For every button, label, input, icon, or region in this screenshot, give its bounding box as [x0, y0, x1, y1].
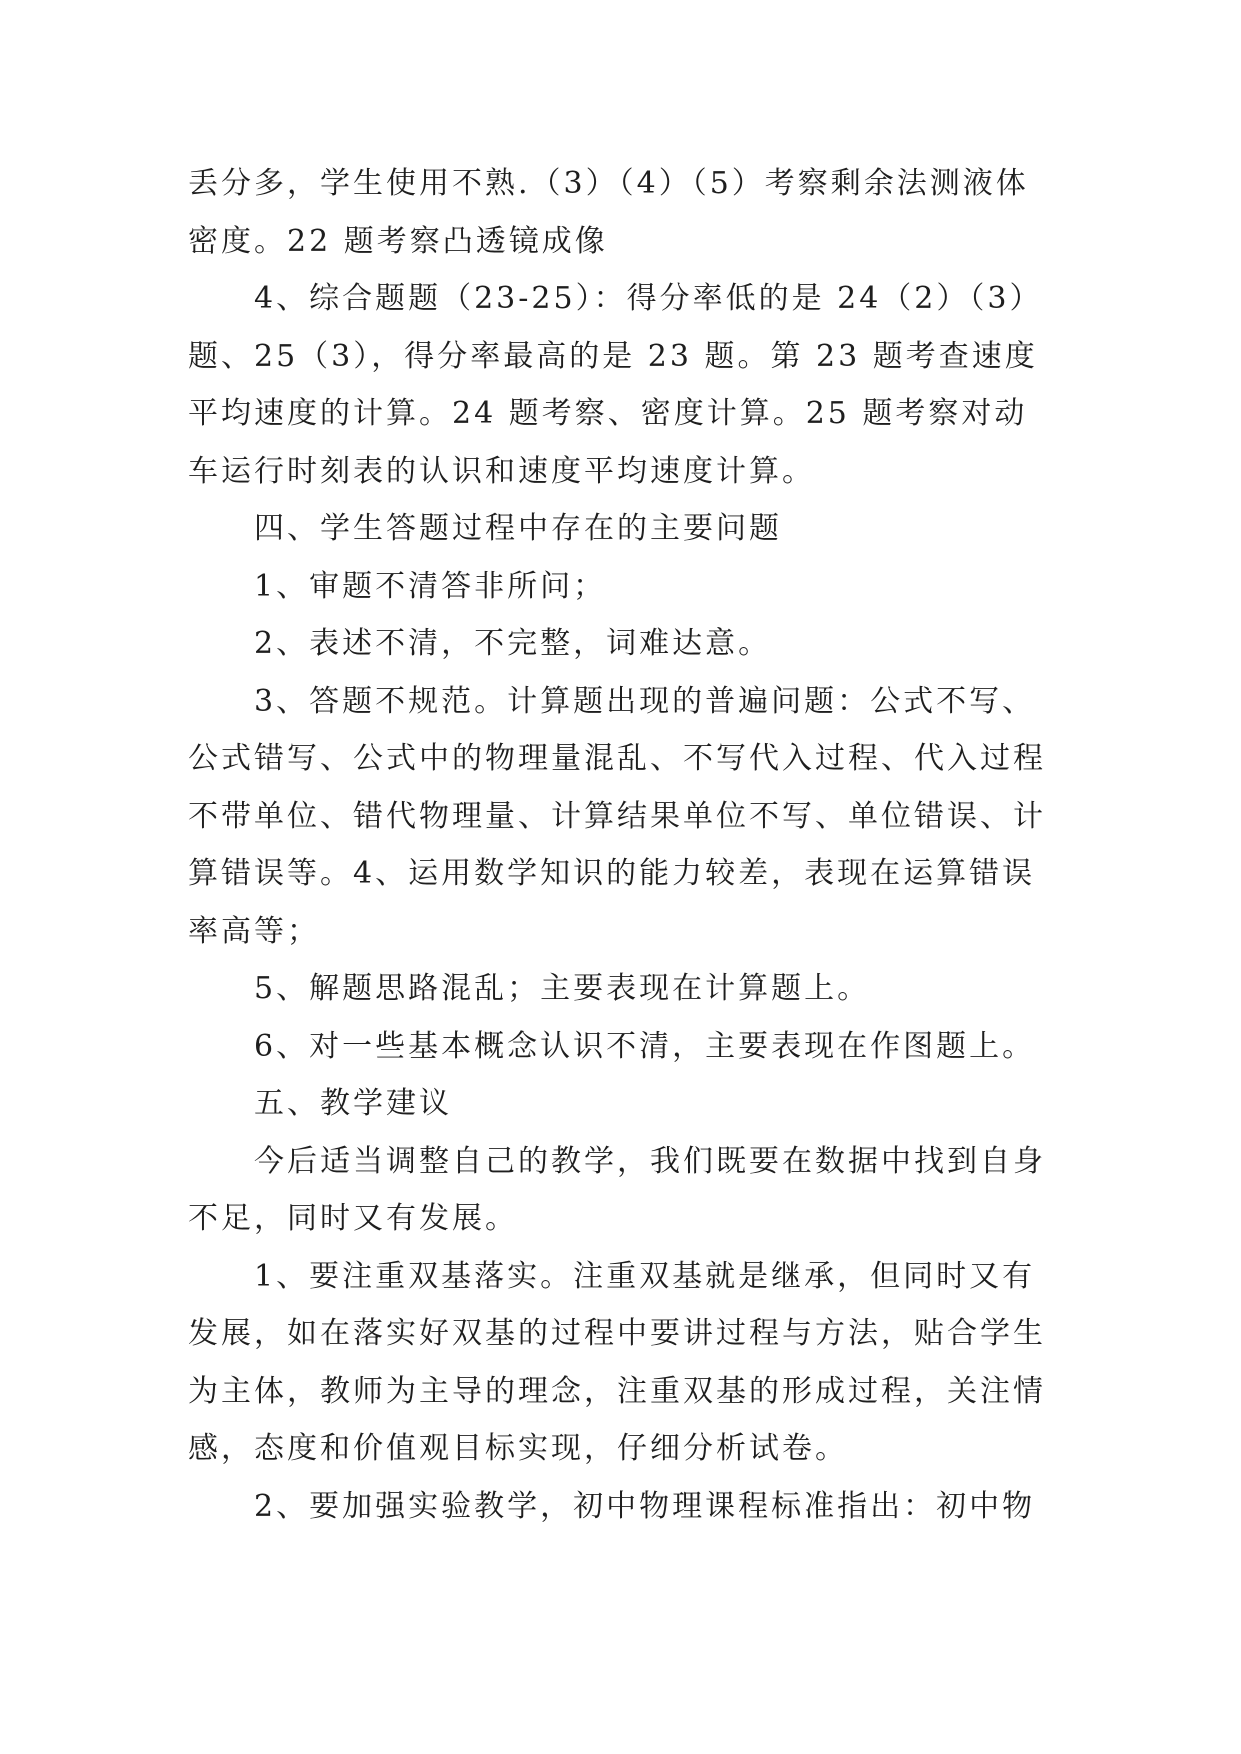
list-item: 3、答题不规范。计算题出现的普遍问题：公式不写、公式错写、公式中的物理量混乱、不写代入过程、代入过程不带单位、错代物理量、计算结果单位不写、单位错误、计算错误等。4、运用数学知识的能力较差，表现在运算错误率高等； — [188, 683, 1046, 949]
paragraph: 4、综合题题（23-25）：得分率低的是 24（2）（3）题、25（3），得分率最高的是 23 题。第 23 题考查速度平均速度的计算。24 题考察、密度计算。25 题考察对动车运行时刻表的认识和速度平均速度计算。 — [188, 281, 1043, 489]
paragraph: 丢分多，学生使用不熟.（3）（4）（5）考察剩余法测液体密度。22 题考察凸透镜成像 — [188, 166, 1029, 259]
list-item: 5、解题思路混乱；主要表现在计算题上。 — [254, 971, 871, 1006]
list-item: 2、要加强实验教学，初中物理课程标准指出：初中物 — [254, 1488, 1036, 1524]
paragraph: 今后适当调整自己的教学，我们既要在数据中找到自身不足，同时又有发展。 — [188, 1143, 1046, 1236]
list-item: 6、对一些基本概念认识不清，主要表现在作图题上。 — [254, 1028, 1036, 1064]
section-heading: 五、教学建议 — [254, 1086, 452, 1121]
list-item: 1、审题不清答非所问； — [254, 568, 607, 604]
list-item: 1、要注重双基落实。注重双基就是继承，但同时又有发展，如在落实好双基的过程中要讲过程与方法，贴合学生为主体，教师为主导的理念，注重双基的形成过程，关注情感，态度和价值观目标实现，仔细分析试卷。 — [188, 1258, 1046, 1466]
list-item: 2、表述不清，不完整，词难达意。 — [254, 626, 772, 661]
section-heading: 四、学生答题过程中存在的主要问题 — [254, 511, 782, 546]
document-body — [188, 155, 1058, 1535]
